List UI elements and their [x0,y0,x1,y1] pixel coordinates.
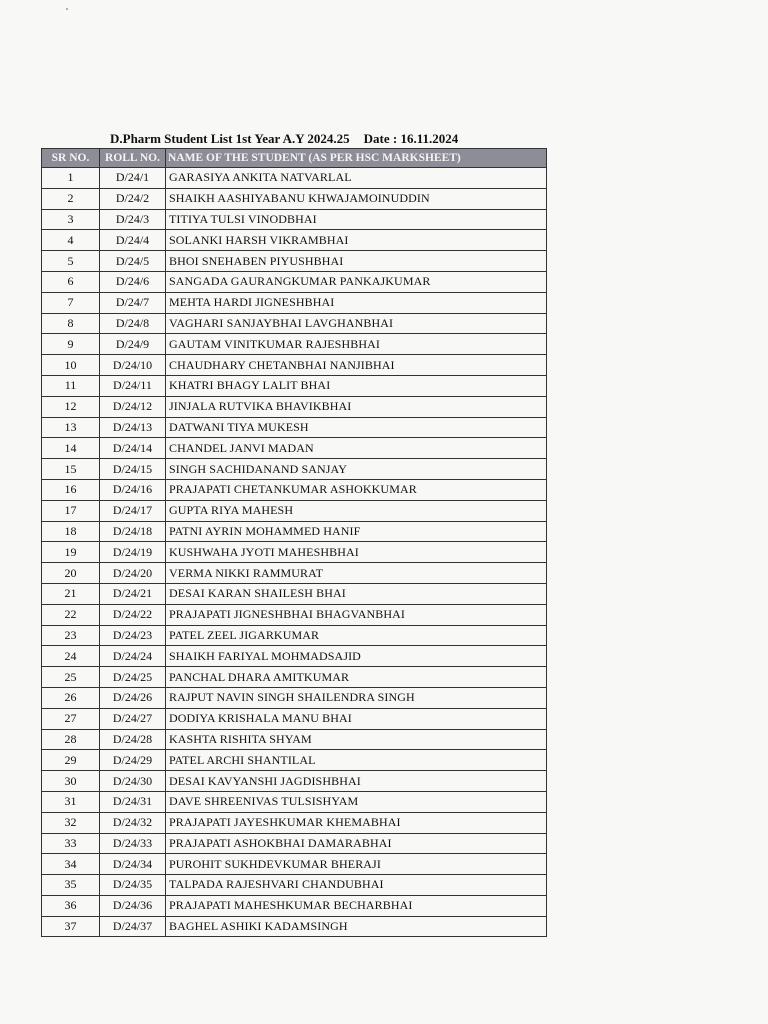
table-row [42,563,547,584]
table-row [42,396,547,417]
table-row [42,583,547,604]
student-name-cell: MEHTA HARDI JIGNESHBHAI [166,292,547,313]
sr-no-cell: 8 [42,313,100,334]
student-name-cell: PUROHIT SUKHDEVKUMAR BHERAJI [166,854,547,875]
student-name-cell: CHANDEL JANVI MADAN [166,438,547,459]
student-name-cell: PRAJAPATI ASHOKBHAI DAMARABHAI [166,833,547,854]
list-date: Date : 16.11.2024 [363,131,459,146]
student-name-cell: PRAJAPATI JAYESHKUMAR KHEMABHAI [166,812,547,833]
roll-no-cell: D/24/9 [100,334,166,355]
table-row [42,459,547,480]
column-header-student-name: NAME OF THE STUDENT (AS PER HSC MARKSHEET) [166,149,547,168]
student-name-cell: SHAIKH AASHIYABANU KHWAJAMOINUDDIN [166,188,547,209]
sr-no-cell: 18 [42,521,100,542]
student-name-cell: PRAJAPATI CHETANKUMAR ASHOKKUMAR [166,479,547,500]
student-name-cell: DATWANI TIYA MUKESH [166,417,547,438]
roll-no-cell: D/24/7 [100,292,166,313]
student-name-cell: GUPTA RIYA MAHESH [166,500,547,521]
student-name-cell: VAGHARI SANJAYBHAI LAVGHANBHAI [166,313,547,334]
sr-no-cell: 21 [42,583,100,604]
sr-no-cell: 9 [42,334,100,355]
sr-no-cell: 30 [42,771,100,792]
table-row [42,375,547,396]
student-name-cell: PATNI AYRIN MOHAMMED HANIF [166,521,547,542]
sr-no-cell: 29 [42,750,100,771]
student-name-cell: DESAI KARAN SHAILESH BHAI [166,583,547,604]
table-row [42,292,547,313]
table-row [42,646,547,667]
column-header-roll-no: ROLL NO. [100,149,166,168]
sr-no-cell: 14 [42,438,100,459]
roll-no-cell: D/24/27 [100,708,166,729]
student-name-cell: JINJALA RUTVIKA BHAVIKBHAI [166,396,547,417]
sr-no-cell: 11 [42,375,100,396]
roll-no-cell: D/24/33 [100,833,166,854]
sr-no-cell: 31 [42,791,100,812]
roll-no-cell: D/24/6 [100,271,166,292]
sr-no-cell: 20 [42,563,100,584]
table-row [42,334,547,355]
table-row [42,417,547,438]
sr-no-cell: 3 [42,209,100,230]
roll-no-cell: D/24/10 [100,355,166,376]
student-name-cell: SOLANKI HARSH VIKRAMBHAI [166,230,547,251]
sr-no-cell: 5 [42,251,100,272]
student-name-cell: GARASIYA ANKITA NATVARLAL [166,168,547,189]
roll-no-cell: D/24/1 [100,168,166,189]
sr-no-cell: 12 [42,396,100,417]
sr-no-cell: 34 [42,854,100,875]
roll-no-cell: D/24/34 [100,854,166,875]
roll-no-cell: D/24/24 [100,646,166,667]
table-row [42,895,547,916]
sr-no-cell: 13 [42,417,100,438]
table-row [42,625,547,646]
sr-no-cell: 1 [42,168,100,189]
sr-no-cell: 15 [42,459,100,480]
student-name-cell: PRAJAPATI MAHESHKUMAR BECHARBHAI [166,895,547,916]
table-row [42,209,547,230]
sr-no-cell: 6 [42,271,100,292]
table-row [42,188,547,209]
roll-no-cell: D/24/17 [100,500,166,521]
roll-no-cell: D/24/31 [100,791,166,812]
student-name-cell: DAVE SHREENIVAS TULSISHYAM [166,791,547,812]
table-row [42,687,547,708]
student-name-cell: BAGHEL ASHIKI KADAMSINGH [166,916,547,937]
table-row [42,833,547,854]
roll-no-cell: D/24/26 [100,687,166,708]
sr-no-cell: 37 [42,916,100,937]
table-row [42,771,547,792]
sr-no-cell: 25 [42,667,100,688]
table-row [42,854,547,875]
table-row [42,521,547,542]
roll-no-cell: D/24/3 [100,209,166,230]
table-row [42,604,547,625]
sr-no-cell: 16 [42,479,100,500]
sr-no-cell: 4 [42,230,100,251]
student-name-cell: DESAI KAVYANSHI JAGDISHBHAI [166,771,547,792]
student-name-cell: BHOI SNEHABEN PIYUSHBHAI [166,251,547,272]
table-row [42,168,547,189]
sr-no-cell: 17 [42,500,100,521]
table-row [42,791,547,812]
roll-no-cell: D/24/8 [100,313,166,334]
roll-no-cell: D/24/20 [100,563,166,584]
sr-no-cell: 27 [42,708,100,729]
table-body [42,168,547,937]
student-name-cell: PATEL ARCHI SHANTILAL [166,750,547,771]
sr-no-cell: 22 [42,604,100,625]
student-name-cell: KUSHWAHA JYOTI MAHESHBHAI [166,542,547,563]
table-row [42,500,547,521]
student-name-cell: SHAIKH FARIYAL MOHMADSAJID [166,646,547,667]
roll-no-cell: D/24/30 [100,771,166,792]
roll-no-cell: D/24/23 [100,625,166,646]
sr-no-cell: 32 [42,812,100,833]
student-name-cell: CHAUDHARY CHETANBHAI NANJIBHAI [166,355,547,376]
sr-no-cell: 7 [42,292,100,313]
roll-no-cell: D/24/2 [100,188,166,209]
student-name-cell: VERMA NIKKI RAMMURAT [166,563,547,584]
table-row [42,542,547,563]
sr-no-cell: 26 [42,687,100,708]
roll-no-cell: D/24/32 [100,812,166,833]
student-name-cell: GAUTAM VINITKUMAR RAJESHBHAI [166,334,547,355]
roll-no-cell: D/24/21 [100,583,166,604]
table-row [42,230,547,251]
student-name-cell: KASHTA RISHITA SHYAM [166,729,547,750]
roll-no-cell: D/24/25 [100,667,166,688]
roll-no-cell: D/24/37 [100,916,166,937]
table-row [42,812,547,833]
roll-no-cell: D/24/36 [100,895,166,916]
table-row [42,729,547,750]
list-title: D.Pharm Student List 1st Year A.Y 2024.25 [110,131,350,146]
student-name-cell: PATEL ZEEL JIGARKUMAR [166,625,547,646]
roll-no-cell: D/24/29 [100,750,166,771]
table-header-row [42,149,547,168]
roll-no-cell: D/24/4 [100,230,166,251]
roll-no-cell: D/24/11 [100,375,166,396]
student-name-cell: SINGH SACHIDANAND SANJAY [166,459,547,480]
table-row [42,667,547,688]
table-row [42,750,547,771]
table-row [42,916,547,937]
roll-no-cell: D/24/15 [100,459,166,480]
student-name-cell: PRAJAPATI JIGNESHBHAI BHAGVANBHAI [166,604,547,625]
table-row [42,479,547,500]
student-name-cell: PANCHAL DHARA AMITKUMAR [166,667,547,688]
student-name-cell: SANGADA GAURANGKUMAR PANKAJKUMAR [166,271,547,292]
roll-no-cell: D/24/28 [100,729,166,750]
student-name-cell: KHATRI BHAGY LALIT BHAI [166,375,547,396]
roll-no-cell: D/24/22 [100,604,166,625]
roll-no-cell: D/24/18 [100,521,166,542]
sr-no-cell: 28 [42,729,100,750]
table-row [42,251,547,272]
roll-no-cell: D/24/12 [100,396,166,417]
sr-no-cell: 23 [42,625,100,646]
roll-no-cell: D/24/5 [100,251,166,272]
sr-no-cell: 2 [42,188,100,209]
table-row [42,313,547,334]
sr-no-cell: 33 [42,833,100,854]
scan-speck [66,8,68,10]
student-name-cell: DODIYA KRISHALA MANU BHAI [166,708,547,729]
roll-no-cell: D/24/16 [100,479,166,500]
roll-no-cell: D/24/13 [100,417,166,438]
table-row [42,271,547,292]
table-row [42,438,547,459]
student-name-cell: RAJPUT NAVIN SINGH SHAILENDRA SINGH [166,687,547,708]
student-table [41,148,547,937]
sr-no-cell: 35 [42,875,100,896]
table-row [42,875,547,896]
student-name-cell: TALPADA RAJESHVARI CHANDUBHAI [166,875,547,896]
roll-no-cell: D/24/14 [100,438,166,459]
student-name-cell: TITIYA TULSI VINODBHAI [166,209,547,230]
sr-no-cell: 10 [42,355,100,376]
table-row [42,355,547,376]
roll-no-cell: D/24/35 [100,875,166,896]
column-header-sr-no: SR NO. [42,149,100,168]
table-row [42,708,547,729]
sr-no-cell: 19 [42,542,100,563]
sr-no-cell: 36 [42,895,100,916]
roll-no-cell: D/24/19 [100,542,166,563]
document-title [110,131,458,147]
sr-no-cell: 24 [42,646,100,667]
